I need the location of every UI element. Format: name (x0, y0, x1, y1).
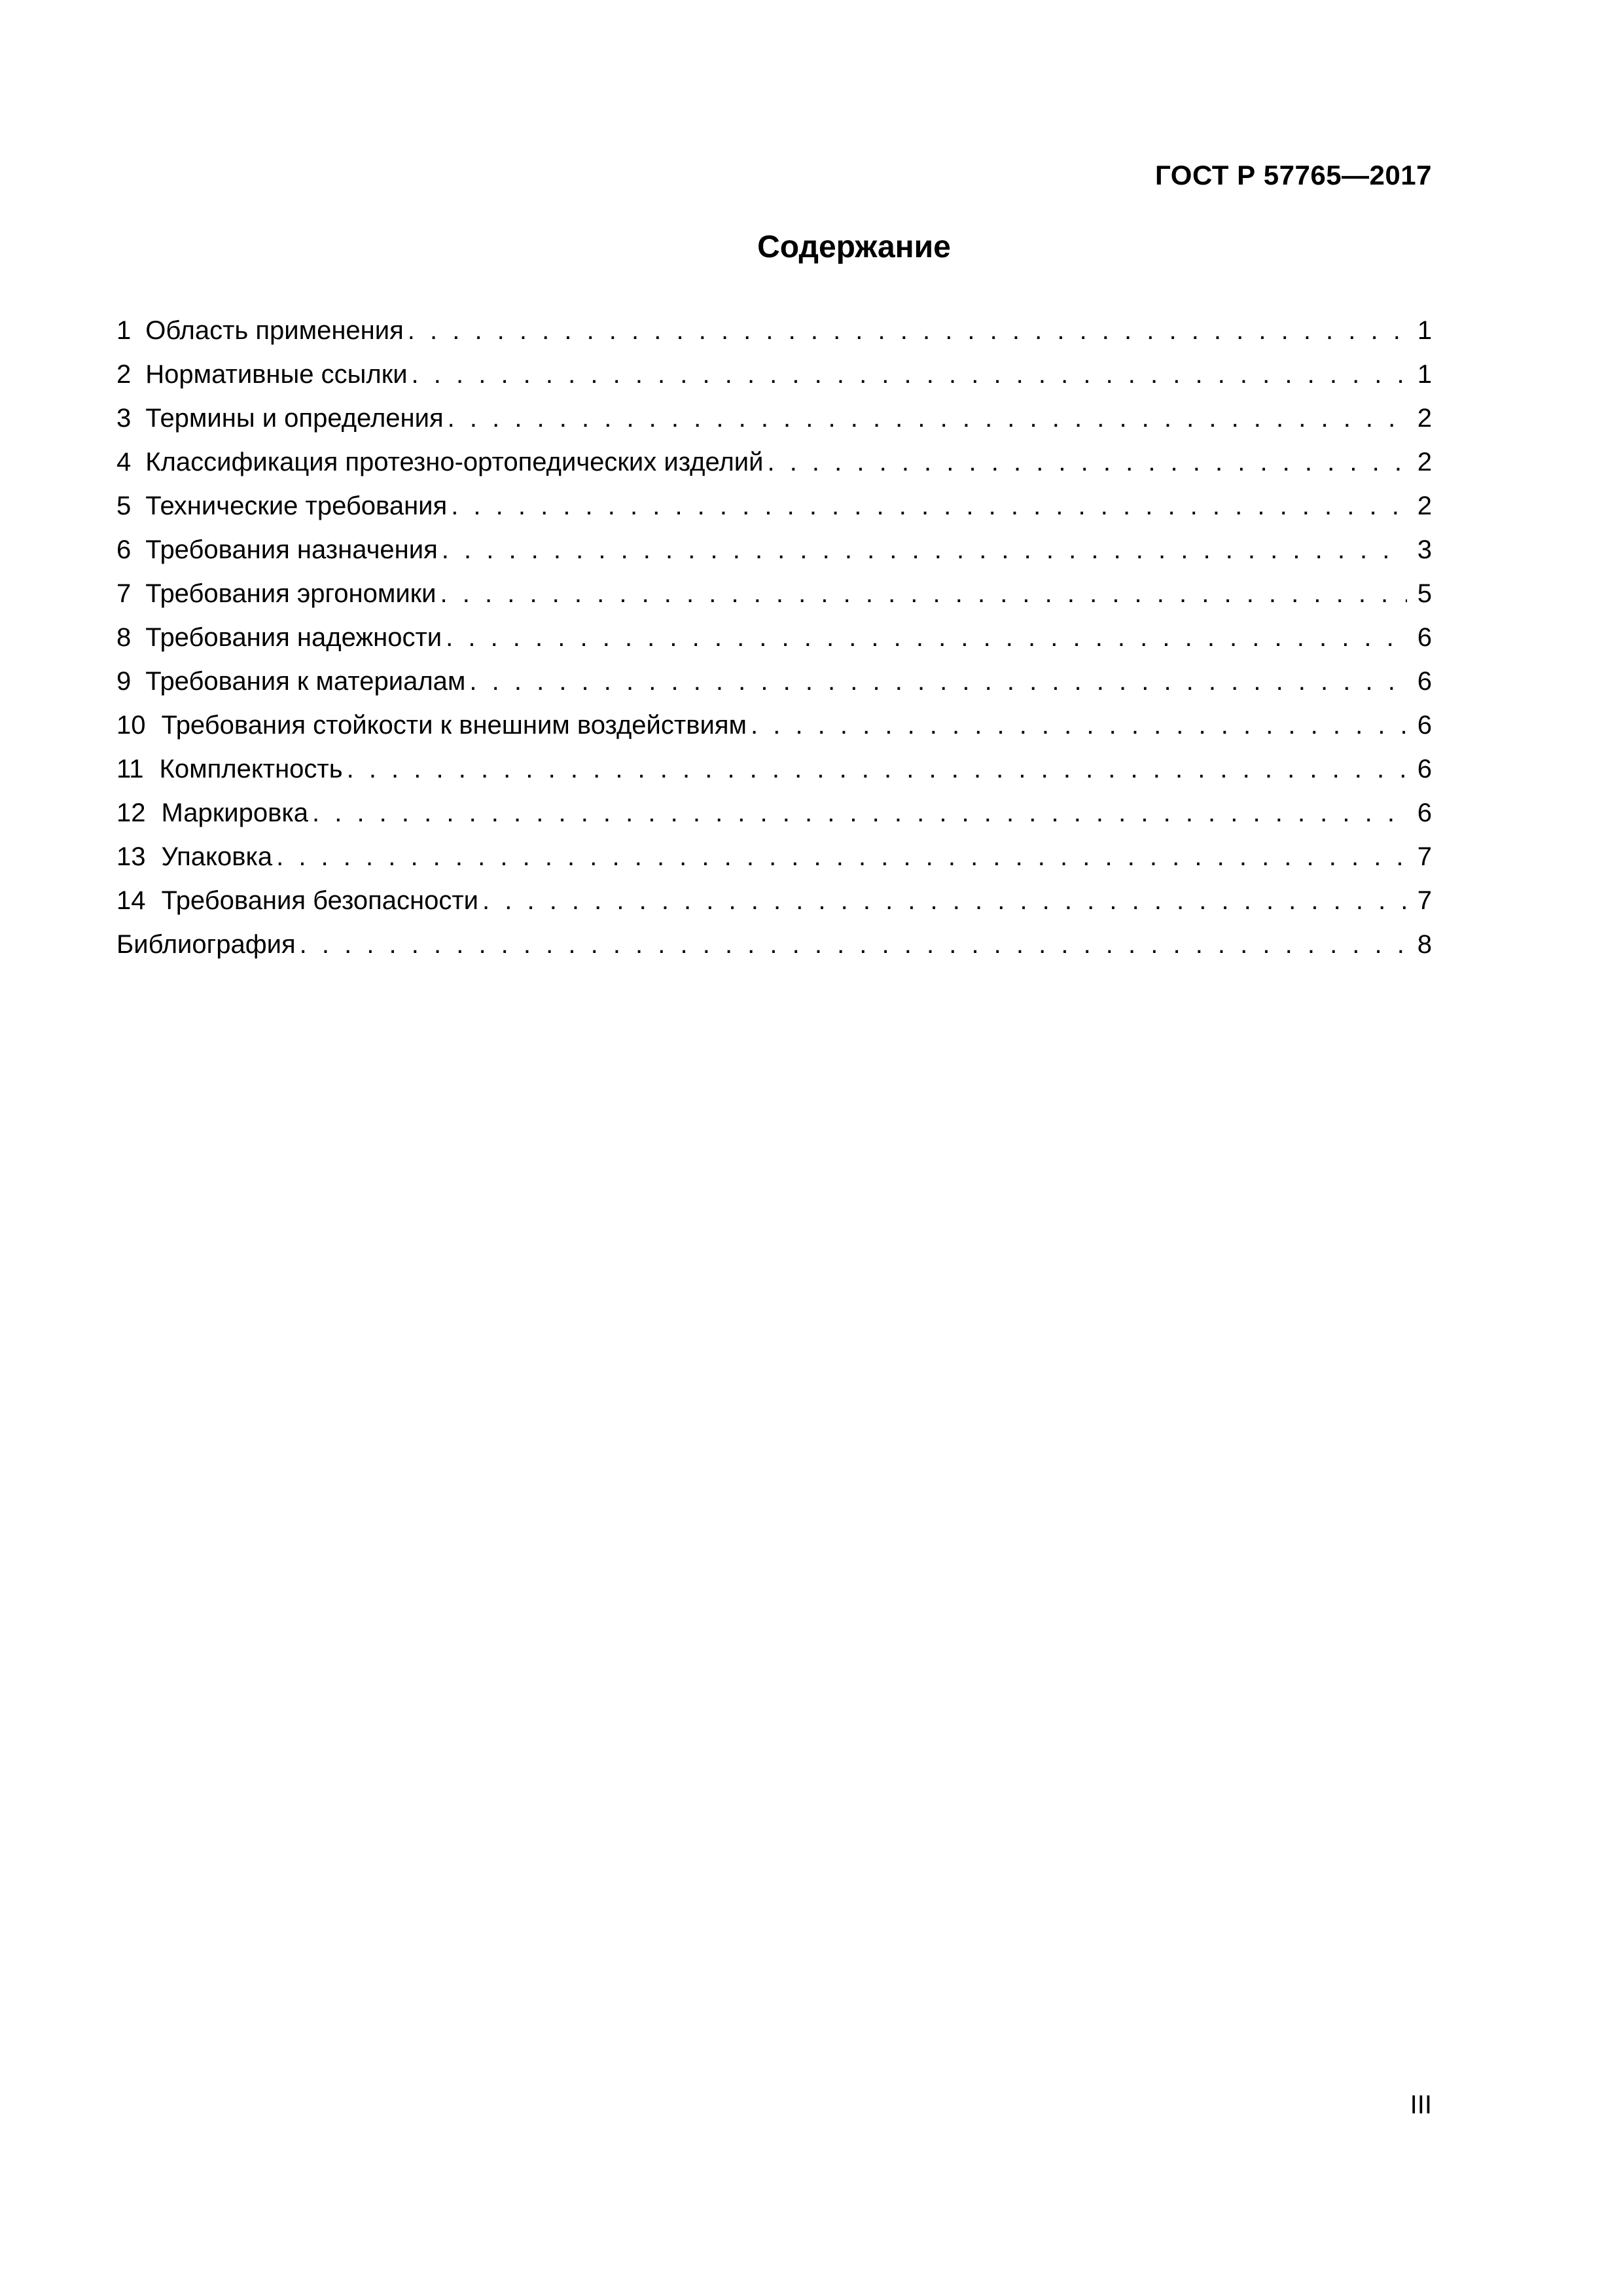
toc-leader-dots (442, 528, 1407, 572)
toc-entry-number: 12 (116, 798, 146, 827)
toc-entry[interactable] (116, 879, 1432, 923)
toc-entry-page: 7 (1417, 886, 1432, 915)
toc-leader-dots (312, 791, 1407, 835)
toc-entry[interactable] (116, 309, 1432, 353)
toc-entry-title: Классификация протезно-ортопедических изделий (145, 448, 764, 476)
toc-entry-page: 8 (1417, 930, 1432, 959)
toc-entry-page: 7 (1417, 842, 1432, 871)
toc-entry-number: 3 (116, 404, 132, 433)
toc-entry-page: 2 (1417, 448, 1432, 476)
toc-entry-page: 1 (1417, 360, 1432, 389)
toc-entry-number: 6 (116, 535, 132, 564)
toc-entry-number: 8 (116, 623, 132, 652)
toc-entry[interactable] (116, 791, 1432, 835)
toc-leader-dots (482, 879, 1407, 923)
toc-entry-title: Термины и определения (145, 404, 444, 433)
toc-leader-dots (408, 309, 1407, 353)
toc-entry-number: 7 (116, 579, 132, 608)
toc-entry-title: Упаковка (161, 842, 273, 871)
toc-entry-title: Требования стойкости к внешним воздействиям (161, 711, 747, 740)
toc-entry-number: 5 (116, 492, 132, 520)
toc-entry[interactable] (116, 440, 1432, 484)
toc-leader-dots (469, 660, 1407, 704)
toc-entry-page: 6 (1417, 798, 1432, 827)
toc-entry[interactable] (116, 484, 1432, 528)
toc-entry[interactable] (116, 528, 1432, 572)
toc-entry-title: Требования надежности (145, 623, 442, 652)
toc-entry-page: 2 (1417, 492, 1432, 520)
toc-entry-number: 1 (116, 316, 132, 345)
document-code: ГОСТ Р 57765—2017 (1155, 160, 1432, 190)
toc-entry-page: 6 (1417, 755, 1432, 783)
toc-entry-title: Требования к материалам (145, 667, 466, 696)
toc-entry-title: Требования безопасности (161, 886, 479, 915)
toc-leader-dots (767, 440, 1407, 484)
toc-leader-dots (412, 353, 1407, 397)
toc-entry-page: 6 (1417, 667, 1432, 696)
toc-entry[interactable] (116, 572, 1432, 616)
toc-entry-page: 6 (1417, 711, 1432, 740)
table-of-contents (116, 309, 1432, 967)
toc-entry-title: Область применения (145, 316, 404, 345)
toc-leader-dots (276, 835, 1407, 879)
page-number: III (1410, 2090, 1432, 2119)
toc-leader-dots (451, 484, 1407, 528)
toc-entry-page: 6 (1417, 623, 1432, 652)
toc-entry-title: Технические требования (145, 492, 448, 520)
toc-entry-title: Нормативные ссылки (145, 360, 408, 389)
toc-entry-number: 14 (116, 886, 146, 915)
toc-entry-page: 1 (1417, 316, 1432, 345)
toc-entry[interactable] (116, 835, 1432, 879)
toc-leader-dots (440, 572, 1407, 616)
toc-entry-number: 2 (116, 360, 132, 389)
toc-entry[interactable] (116, 616, 1432, 660)
toc-leader-dots (448, 397, 1407, 440)
toc-entry-number: 9 (116, 667, 132, 696)
toc-leader-dots (446, 616, 1407, 660)
toc-entry-title: Маркировка (161, 798, 308, 827)
toc-entry[interactable] (116, 704, 1432, 747)
toc-entry-page: 3 (1417, 535, 1432, 564)
toc-entry-bibliography[interactable] (116, 923, 1432, 967)
toc-entry-page: 2 (1417, 404, 1432, 433)
toc-entry[interactable] (116, 747, 1432, 791)
toc-entry-page: 5 (1417, 579, 1432, 608)
toc-entry-number: 10 (116, 711, 146, 740)
toc-entry-title: Комплектность (159, 755, 343, 783)
toc-entry[interactable] (116, 397, 1432, 440)
toc-entry[interactable] (116, 660, 1432, 704)
toc-entry[interactable] (116, 353, 1432, 397)
toc-leader-dots (300, 923, 1407, 967)
toc-leader-dots (347, 747, 1407, 791)
toc-entry-title: Библиография (116, 930, 296, 959)
toc-leader-dots (751, 704, 1407, 747)
toc-entry-title: Требования эргономики (145, 579, 437, 608)
toc-entry-title: Требования назначения (145, 535, 438, 564)
toc-entry-number: 13 (116, 842, 146, 871)
toc-entry-number: 4 (116, 448, 132, 476)
toc-title: Содержание (757, 230, 951, 264)
toc-entry-number: 11 (116, 755, 144, 783)
